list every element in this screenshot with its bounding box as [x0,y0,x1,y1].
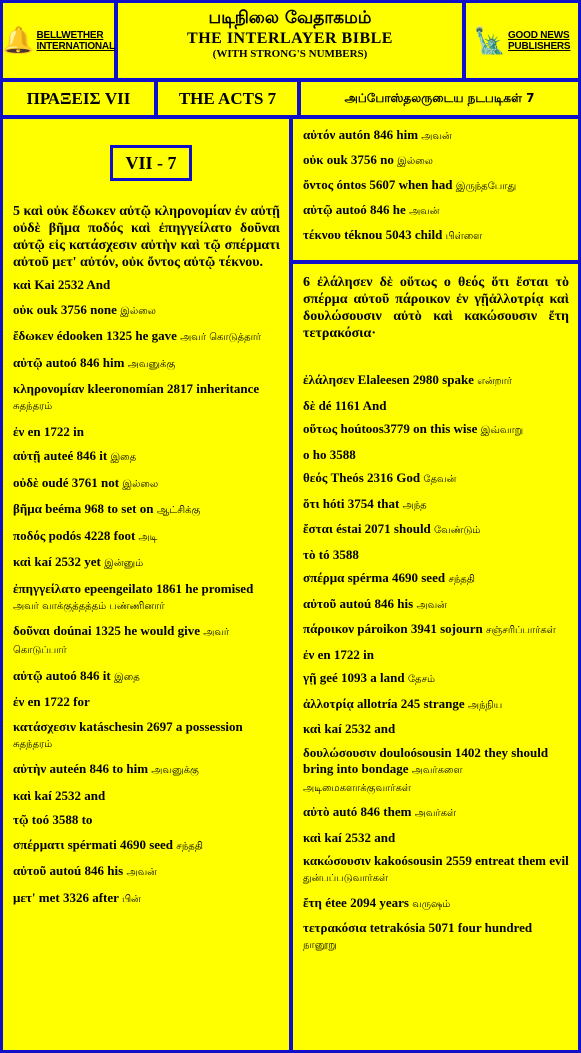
greek-word: καὶ [13,554,32,569]
gloss-english: kaí 2532 and [324,829,396,845]
gloss-english: auteé 846 it [43,448,108,463]
greek-word: αὐτῷ [303,202,333,217]
gloss-english: hoútoos3779 on this wise [340,421,478,436]
word-entry [13,501,280,519]
gloss-english: étee 2094 years [325,894,409,910]
gloss-english: dé 1161 And [318,397,387,413]
greek-word: ἐν [13,694,25,709]
greek-word: τέκνου [303,227,341,242]
gloss-tamil: வேண்டும் [434,525,481,536]
gloss-tamil: அவன் [421,131,452,142]
bellwether-logo [3,3,114,78]
gloss-english: allotría 245 strange [357,695,465,711]
greek-word: ἔτη [303,894,322,910]
word-entry [13,863,280,881]
gloss-english: kakoósousin 2559 entreat them evil [373,853,569,868]
greek-word: ποδός [13,527,46,543]
left-logo-line1: BELLWETHER [36,29,104,41]
gloss-tamil: அவர்கள் [414,808,457,819]
word-entry [303,830,569,846]
greek-word: ἔσται [303,521,333,536]
gloss-tamil: இருந்தபோது [455,181,517,192]
greek-word: τῷ [13,812,29,827]
word-entry [303,696,569,714]
word-entry [13,890,280,908]
gloss-english: autón 846 him [338,127,419,142]
gloss-tamil: தேவன் [423,474,457,485]
gloss-english: en 1722 for [27,694,90,709]
word-entry [303,721,569,737]
gloss-tamil: பிள்ளை [445,231,483,242]
gloss-tamil: சந்ததி [176,840,203,852]
greek-word: αὐτὴν [13,761,47,776]
gloss-tamil: அடி [138,531,158,543]
greek-word: βῆμα [13,501,42,516]
english-book-title: THE ACTS 7 [158,82,297,115]
gloss-tamil: அவர்களை அடிமைகளாக்குவார்கள் [303,764,463,794]
gloss-english: pároikon 3941 sojourn [357,621,483,636]
gloss-tamil: இல்லை [397,156,433,167]
greek-word: θεός [303,470,328,485]
gloss-tamil: அவனுக்கு [151,765,199,776]
greek-word: ἀλλοτρίᾳ [303,695,354,711]
gloss-tamil: இதை [110,452,137,463]
gloss-english: spérmati 4690 seed [67,836,174,852]
gloss-english: kaí 2532 and [34,787,106,803]
greek-word: ἐν [303,646,315,662]
word-entry [303,227,569,245]
word-entry [13,581,280,615]
gloss-english: óntos 5607 when had [336,177,453,192]
gloss-tamil: அவர் வாக்குத்தத்தம் பண்ணினார் [13,600,165,612]
greek-word: τετρακόσια [303,920,367,935]
greek-word: κακώσουσιν [303,853,371,868]
word-entry [303,853,569,887]
gloss-english: autó 846 them [332,804,412,819]
gloss-english: oudé 3761 not [41,474,120,490]
gloss-tamil: அவனுக்கு [127,358,176,370]
gloss-english: autoó 846 him [45,354,125,370]
word-entry [303,398,569,414]
verse-6-text: 6 ἐλάλησεν δὲ οὕτως ο θεός ὅτι ἔσται τὸ σπέρμα αὐτοῦ πάροικον ἐν γῇἀλλοτρίᾳ καὶ δουλώσουσιν αὐτὸ καὶ κακώσουσιν ἔτη τετρακόσια· [303,275,569,341]
left-logo-line2: INTERNATIONAL [36,40,115,52]
word-entry [13,355,280,373]
word-entry [303,372,569,390]
gloss-english: autoú 846 his [49,863,124,878]
greek-word: μετ' [13,889,36,905]
right-logo-line2: PUBLISHERS [507,40,571,52]
greek-word: δοῦναι [13,623,51,638]
gloss-tamil: அவன் [409,206,440,217]
right-bottom-column [293,264,578,1050]
word-entry [303,202,569,220]
word-entry [303,127,569,145]
greek-word: ὅτι [303,495,320,511]
greek-word: κατάσχεσιν [13,718,76,734]
word-entry [13,302,280,320]
gloss-tamil: அவர் கொடுப்பார் [13,627,230,656]
gloss-english: ouk 3756 none [36,301,117,317]
greek-word: καὶ [13,277,32,292]
gloss-english: hóti 3754 that [322,495,400,511]
greek-word: αὐτῷ [13,667,43,683]
greek-word: δουλώσουσιν [303,744,377,760]
gloss-english: katáschesin 2697 a possession [79,718,243,734]
greek-word: οὐδὲ [13,474,39,490]
gloss-tamil: சந்ததி [448,574,476,585]
gloss-english: tó 3588 [318,546,359,562]
greek-book-title: ΠΡΑΞΕΙΣ VII [3,82,154,115]
english-title: THE INTERLAYER BIBLE [187,30,393,47]
gloss-english: kleeronomían 2817 inheritance [87,381,260,396]
word-entry [13,623,280,659]
gloss-tamil: அவன் [126,867,157,878]
gloss-english: ouk 3756 no [326,152,394,167]
greek-word: καὶ [303,829,322,845]
gloss-english: édooken 1325 he gave [56,328,177,343]
verse-5-text: 5 καὶ οὐκ ἔδωκεν αὐτῷ κληρονομίαν ἐν αὐτῇ οὐδὲ βῆμα ποδός καὶ ἐπηγγείλατο δοῦναι αὐτῷ εἰς κατάσχεσιν αὐτὴν καὶ τῷ σπέρματι αὐτοῦ μετ' αὐτόν, οὐκ ὄντος αὐτῷ τέκνου. [13,204,280,270]
right-logo-line1: GOOD NEWS [507,29,570,41]
gloss-tamil: வருஷம் [412,898,451,910]
greek-word: ο [303,446,310,462]
gloss-english: autoú 846 his [339,595,414,611]
gloss-english: autoó 846 it [45,667,111,683]
word-entry [13,424,280,440]
word-entry [13,554,280,572]
greek-word: δὲ [303,397,316,413]
word-entry [303,421,569,439]
gloss-english: podós 4228 foot [48,527,136,543]
title-block [118,3,462,78]
gloss-tamil: அந்நிய [467,699,503,711]
gloss-tamil: ஆட்சிக்கு [156,505,201,516]
gloss-english: téknou 5043 child [344,227,443,242]
word-entry [303,177,569,195]
gloss-tamil: தேசம் [407,674,436,685]
subtitle: (WITH STRONG'S NUMBERS) [212,48,368,60]
word-entry [13,475,280,493]
left-word-list [13,277,280,908]
word-entry [303,470,569,488]
gloss-tamil: அவர் கொடுத்தார் [180,332,262,343]
word-entry [303,521,569,539]
word-entry [303,670,569,688]
right-top-column [293,119,578,260]
gloss-tamil: சுதந்தரம் [13,738,53,750]
gloss-english: en 1722 in [317,646,374,662]
gloss-english: Elaleesen 2980 spake [357,372,474,387]
left-column [3,119,289,1050]
gloss-english: tetrakósia 5071 four hundred [369,920,533,935]
greek-word: κληρονομίαν [13,381,85,396]
word-entry [303,920,569,954]
gloss-english: en 1722 in [27,423,84,439]
greek-word: αὐτὸ [303,804,330,819]
gloss-english: Kai 2532 And [34,277,111,292]
gloss-tamil: சஞ்சரிப்பார்கள் [486,625,556,636]
good-news-logo [466,3,578,78]
gloss-tamil: இன்னும் [104,558,144,569]
word-entry [13,719,280,753]
word-entry [303,745,569,797]
greek-word: σπέρματι [13,836,65,852]
gloss-tamil: நானூறு [303,940,337,951]
gloss-english: douloósousin 1402 they should bring into bondage [303,744,549,776]
gloss-tamil: அந்த [402,499,427,511]
gloss-english: geé 1093 a land [319,670,405,685]
word-entry [303,547,569,563]
word-entry [13,381,280,415]
greek-word: ἐν [13,423,25,439]
word-entry [303,496,569,514]
right-top-word-list [303,127,569,245]
greek-word: αὐτοῦ [303,595,337,611]
gloss-english: kaí 2532 yet [34,554,101,569]
word-entry [13,668,280,686]
greek-word: σπέρμα [303,570,345,585]
gloss-tamil: என்றார் [477,376,512,387]
word-entry [303,596,569,614]
greek-word: αὐτῇ [13,448,41,463]
greek-word: αὐτοῦ [13,863,47,878]
gloss-tamil: சுதந்தரம் [13,401,53,412]
word-entry [303,895,569,913]
gloss-english: auteén 846 to him [49,761,149,776]
greek-word: ἔδωκεν [13,328,54,343]
gloss-tamil: பின் [121,893,141,905]
word-entry [13,528,280,546]
chapter-label: VII - 7 [110,145,192,181]
gloss-english: spérma 4690 seed [347,570,446,585]
greek-word: αὐτόν [303,127,336,142]
gloss-english: toó 3588 to [31,812,93,827]
word-entry [303,447,569,463]
gloss-tamil: இல்லை [122,478,159,490]
gloss-english: met 3326 after [38,889,119,905]
word-entry [13,277,280,293]
word-entry [13,448,280,466]
word-entry [13,837,280,855]
gloss-tamil: இவ்வாறு [480,425,524,436]
bell-icon: 🔔 [2,25,35,55]
word-entry [303,647,569,663]
greek-word: καὶ [13,787,32,803]
gloss-english: epeengeilato 1861 he promised [84,580,254,596]
greek-word: αὐτῷ [13,354,43,370]
word-entry [303,804,569,822]
greek-word: οὐκ [303,152,324,167]
word-entry [303,152,569,170]
greek-word: ἐπηγγείλατο [13,580,81,596]
gloss-english: beéma 968 to set on [45,501,154,516]
word-entry [13,788,280,804]
greek-word: ὄντος [303,177,334,192]
greek-word: καὶ [303,721,322,736]
gloss-english: éstai 2071 should [336,521,431,536]
gloss-tamil: அவன் [416,599,447,611]
greek-word: ἐλάλησεν [303,372,355,387]
right-bottom-word-list [303,372,569,954]
greek-word: τὸ [303,546,316,562]
gloss-english: kaí 2532 and [324,721,396,736]
greek-word: γῇ [303,670,317,685]
word-entry [303,621,569,639]
gloss-tamil: இதை [114,671,140,683]
word-entry [13,328,280,346]
figure-icon: 🗽 [473,25,506,55]
greek-word: οὕτως [303,421,338,436]
gloss-tamil: இல்லை [120,305,156,317]
word-entry [13,812,280,828]
gloss-english: Theós 2316 God [330,470,421,485]
gloss-tamil: துன்பப்படுவார்கள் [303,873,389,884]
gloss-english: autoó 846 he [335,202,406,217]
word-entry [303,570,569,588]
tamil-book-title: அப்போஸ்தலருடைய நடபடிகள் 7 [301,82,578,115]
tamil-title: படிநிலை வேதாகமம் [208,8,372,28]
word-entry [13,694,280,710]
word-entry [13,761,280,779]
greek-word: πάροικον [303,621,355,636]
gloss-english: doúnai 1325 he would give [53,623,200,638]
greek-word: οὐκ [13,301,34,317]
gloss-english: ho 3588 [312,446,356,462]
